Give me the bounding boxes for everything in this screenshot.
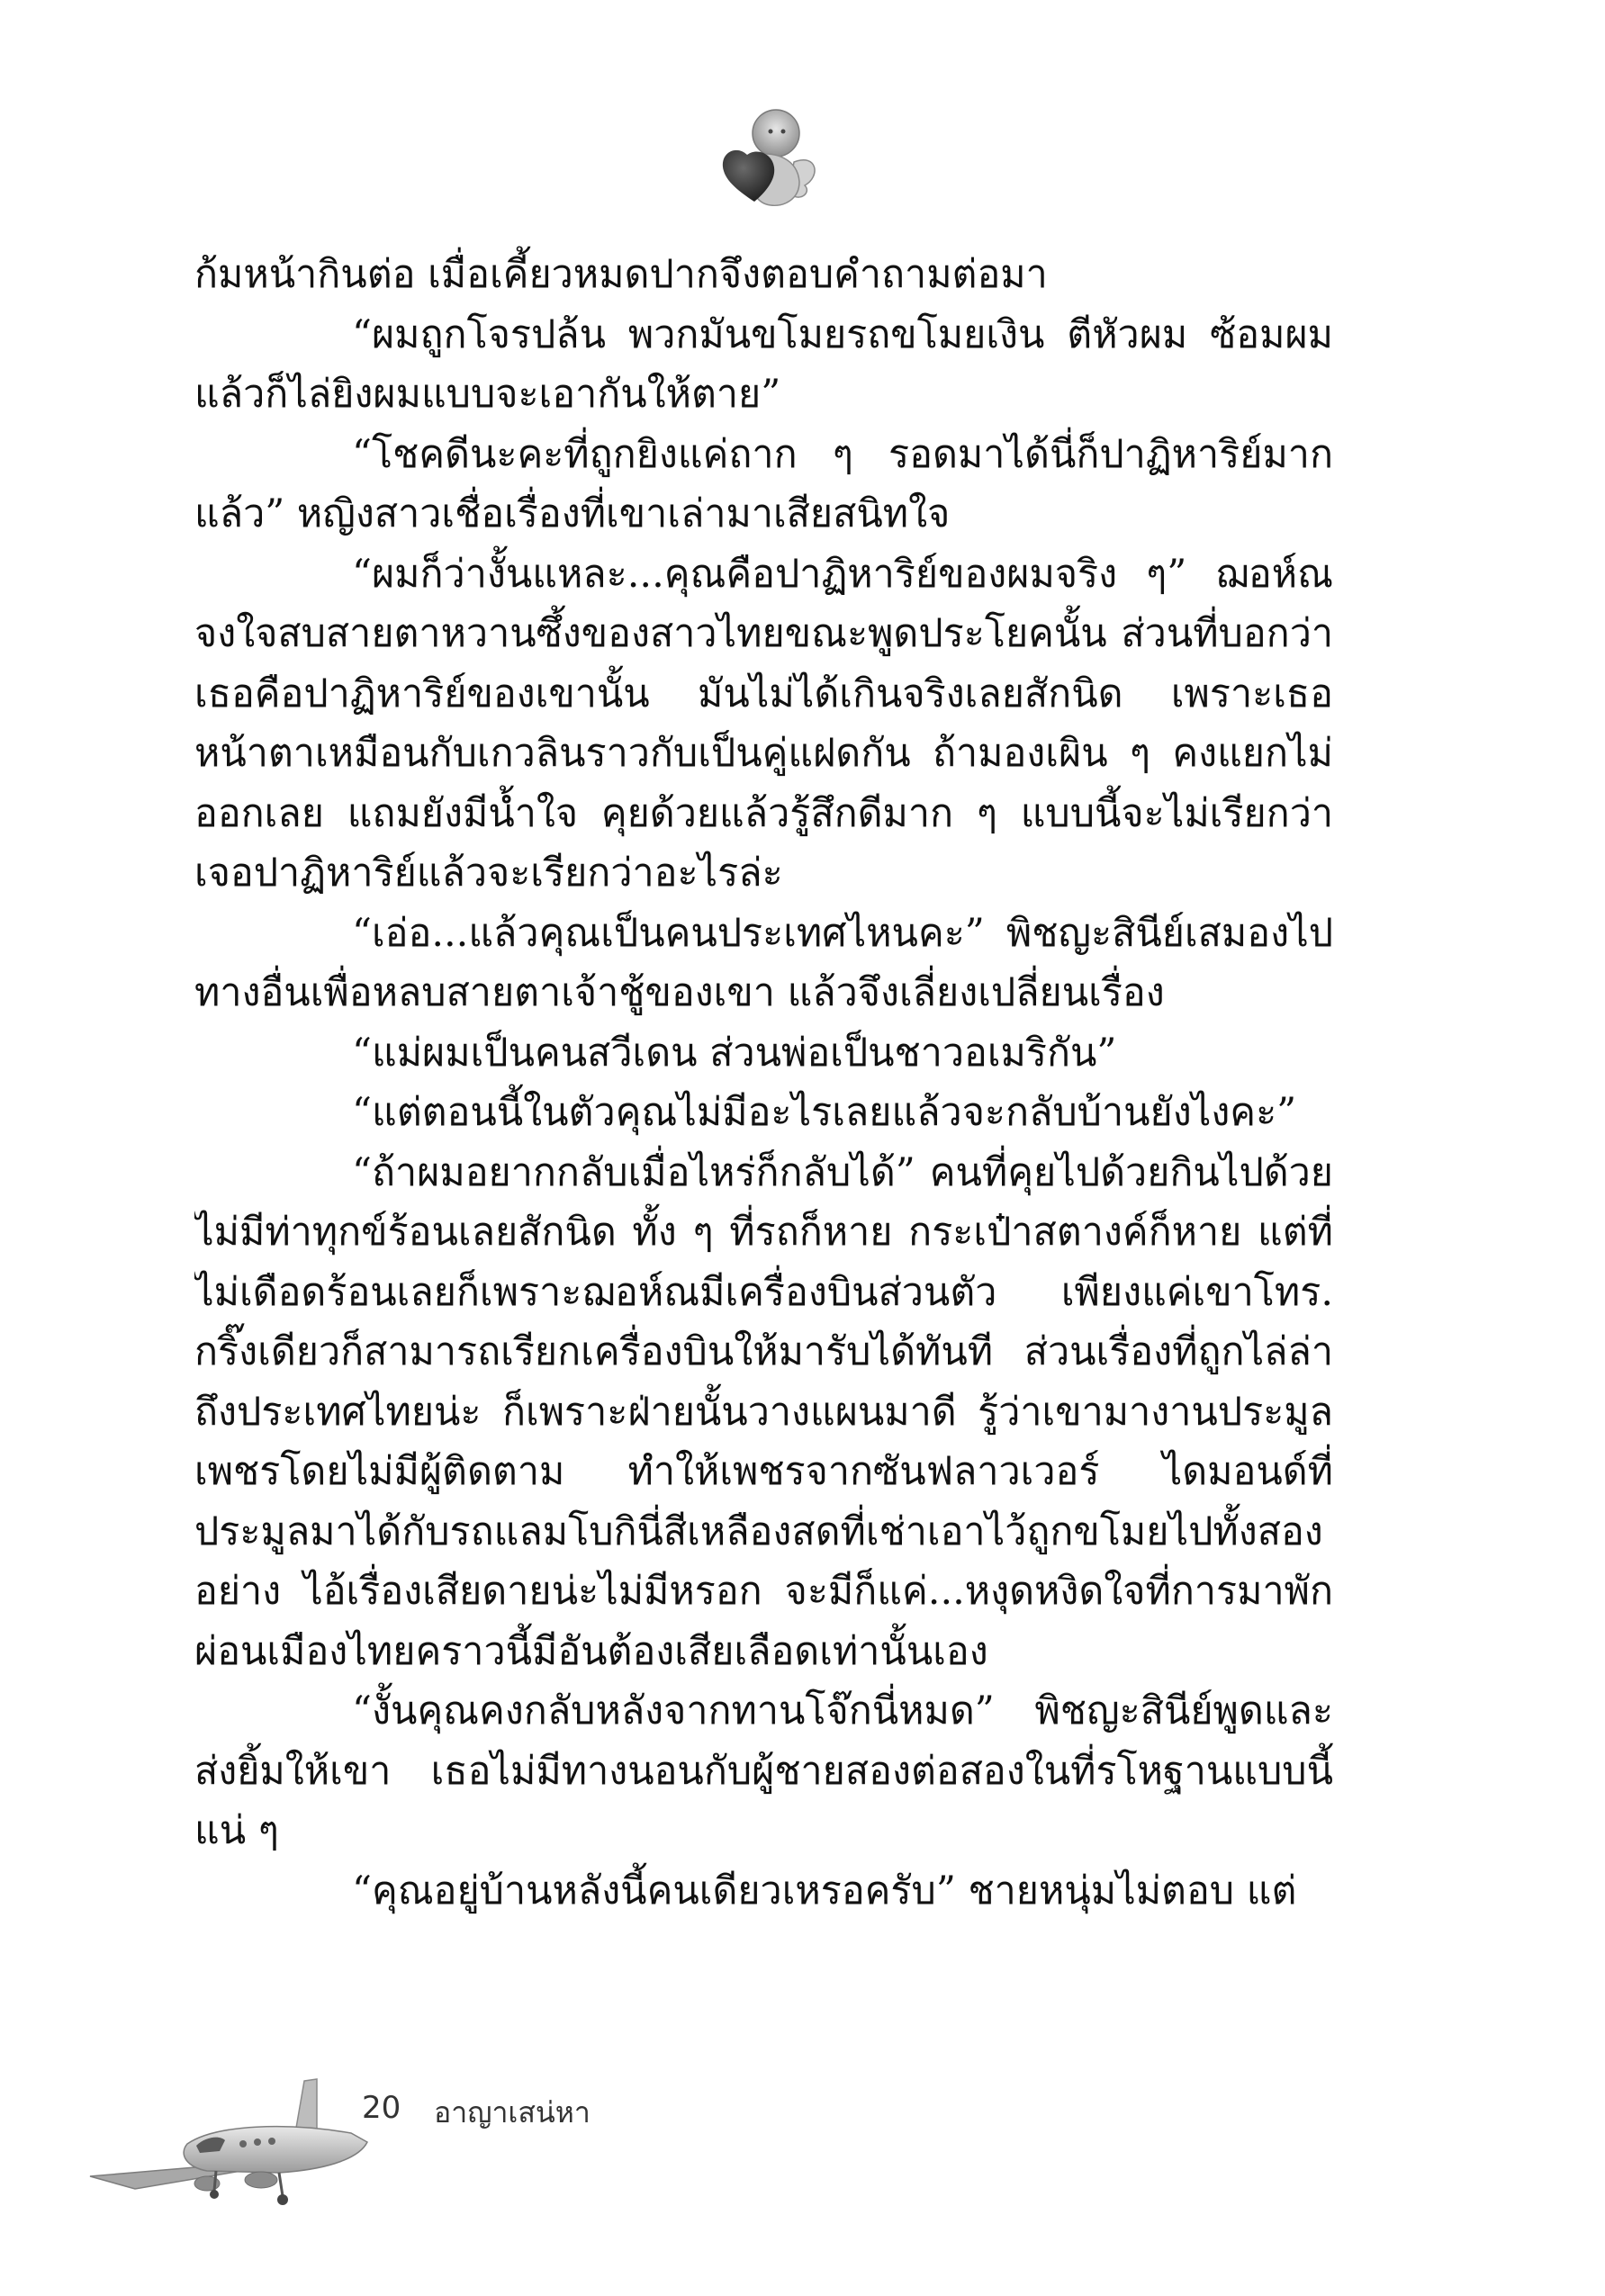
- paragraph: “เอ่อ...แล้วคุณเป็นคนประเทศไหนคะ” พิชญะสินีย์เสมองไปทางอื่นเพื่อหลบสายตาเจ้าชู้ของเขา แล้วจึงเลี่ยงเปลี่ยนเรื่อง: [194, 910, 1333, 1015]
- book-title: อาญาเสน่หา: [434, 2095, 591, 2129]
- paragraph: “งั้นคุณคงกลับหลังจากทานโจ๊กนี่หมด” พิชญะสินีย์พูดและส่งยิ้มให้เขา เธอไม่มีทางนอนกับผู้ชายสองต่อสองในที่รโหฐานแบบนี้แน่ ๆ: [194, 1688, 1333, 1853]
- paragraph: “แต่ตอนนี้ในตัวคุณไม่มีอะไรเลยแล้วจะกลับบ้านยังไงคะ”: [352, 1090, 1297, 1135]
- paragraph: “ผมถูกโจรปล้น พวกมันขโมยรถขโมยเงิน ตีหัวผม ซ้อมผม แล้วก็ไล่ยิงผมแบบจะเอากันให้ตาย”: [194, 311, 1333, 417]
- paragraph: “คุณอยู่บ้านหลังนี้คนเดียวเหรอครับ” ชายหนุ่มไม่ตอบ แต่: [352, 1868, 1297, 1913]
- paragraph: “ผมก็ว่างั้นแหละ...คุณคือปาฏิหาริย์ของผมจริง ๆ” ฌอห์ณ จงใจสบสายตาหวานซึ้งของสาวไทยขณะพูดประโยคนั้น ส่วนที่บอกว่าเธอคือปาฏิหาริย์ของเขานั้น มันไม่ได้เกินจริงเลยสักนิด เพราะเธอหน้าตาเหมือนกับเกวลินราวกับเป็นคู่แฝดกัน ถ้ามองเผิน ๆ คงแยกไม่ออกเลย แถมยังมีน้ำใจ คุยด้วยแล้วรู้สึกดีมาก ๆ แบบนี้จะไม่เรียกว่าเจอปาฏิหาริย์แล้วจะเรียกว่าอะไรล่ะ: [194, 551, 1333, 896]
- paragraph: “โชคดีนะคะที่ถูกยิงแค่ถาก ๆ รอดมาได้นี่ก็ปาฏิหาริย์มากแล้ว” หญิงสาวเชื่อเรื่องที่เขาเล่ามาเสียสนิทใจ: [194, 431, 1333, 536]
- paragraph: “ถ้าผมอยากกลับเมื่อไหร่ก็กลับได้” คนที่คุยไปด้วยกินไปด้วยไม่มีท่าทุกข์ร้อนเลยสักนิด ทั้ง ๆ ที่รถก็หาย กระเป๋าสตางค์ก็หาย แต่ที่ไม่เดือดร้อนเลยก็เพราะฌอห์ณมีเครื่องบินส่วนตัว เพียงแค่เขาโทร. กริ๊งเดียวก็สามารถเรียกเครื่องบินให้มารับได้ทันที ส่วนเรื่องที่ถูกไล่ล่าถึงประเทศไทยน่ะ ก็เพราะฝ่ายนั้นวางแผนมาดี รู้ว่าเขามางานประมูลเพชรโดยไม่มีผู้ติดตาม ทำให้เพชรจากซันฟลาวเวอร์ ไดมอนด์ที่ประมูลมาได้กับรถแลมโบกินี่สีเหลืองสดที่เช่าเอาไว้ถูกขโมยไปทั้งสองอย่าง ไอ้เรื่องเสียดายน่ะไม่มีหรอก จะมีก็แค่...หงุดหงิดใจที่การมาพักผ่อนเมืองไทยคราวนี้มีอันต้องเสียเลือดเท่านั้นเอง: [194, 1149, 1333, 1674]
- story-text: [194, 245, 1333, 2081]
- paragraph: “แม่ผมเป็นคนสวีเดน ส่วนพ่อเป็นชาวอเมริกัน”: [352, 1030, 1117, 1076]
- page-footer: [81, 2070, 711, 2223]
- airplane-icon: [81, 2070, 378, 2223]
- page-number: 20: [362, 2090, 401, 2126]
- paragraph: ก้มหน้ากินต่อ เมื่อเคี้ยวหมดปากจึงตอบคำถามต่อมา: [194, 252, 1048, 297]
- cupid-heart-icon: [711, 99, 828, 216]
